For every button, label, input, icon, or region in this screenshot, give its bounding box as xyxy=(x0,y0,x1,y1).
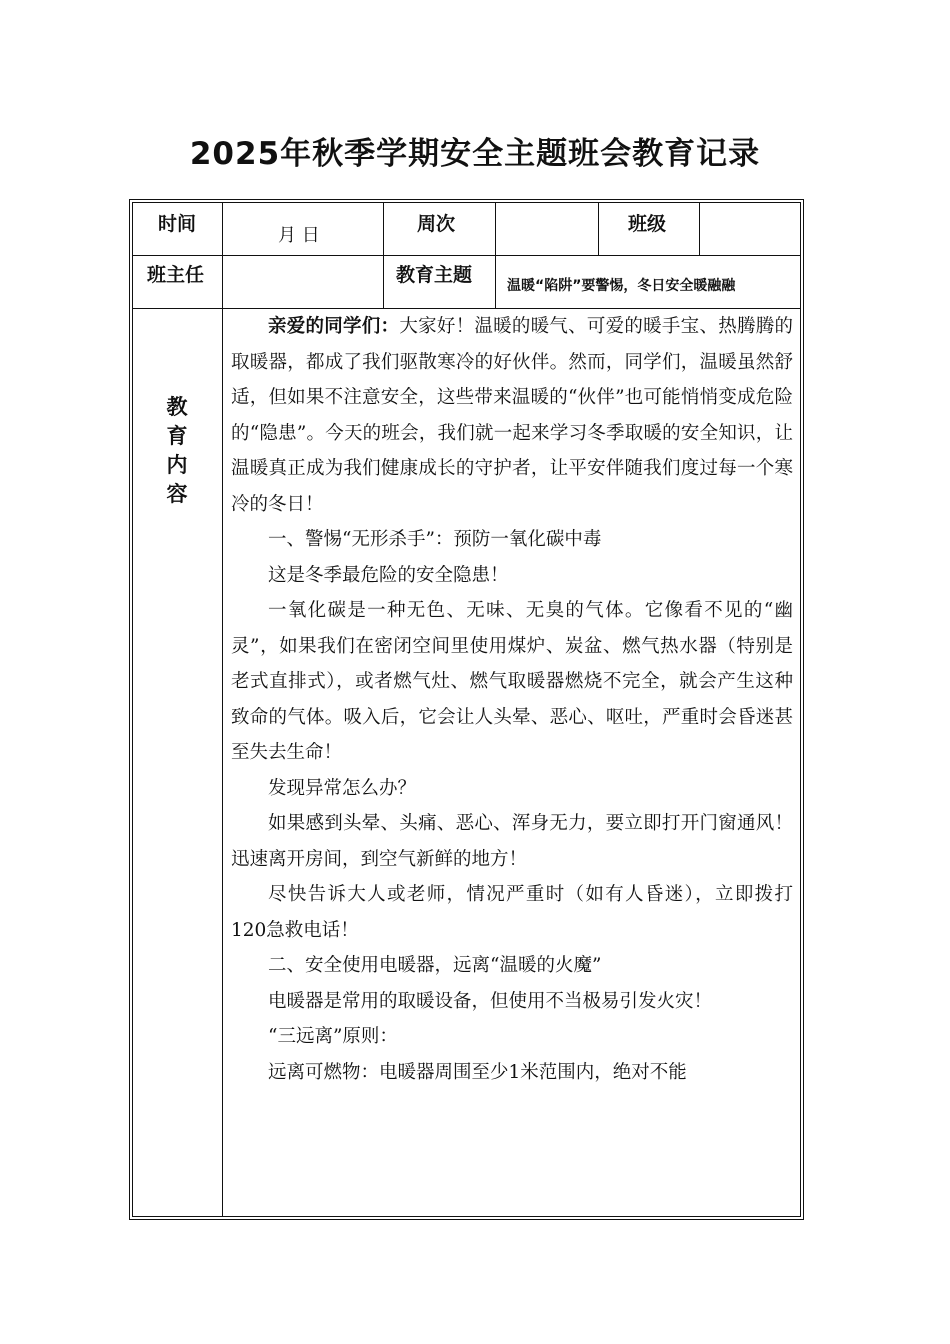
greeting: 亲爱的同学们： xyxy=(268,316,400,337)
class-label: 班级 xyxy=(628,213,667,235)
col-divider-1 xyxy=(222,203,223,1216)
content-paragraph: 一氧化碳是一种无色、无味、无臭的气体。它像看不见的“幽灵”，如果我们在密闭空间里使用煤炉、炭盆、燃气热水器（特别是老式直排式），或者燃气灶、燃气取暖器燃烧不完全，就会产生这种致命的气体。吸入后，它会让人头晕、恶心、呕吐，严重时会昏迷甚至失去生命！ xyxy=(231,600,793,763)
content-paragraph: 发现异常怎么办？ xyxy=(268,777,417,799)
page-title: 2025年秋季学期安全主题班会教育记录 xyxy=(189,136,761,172)
content-paragraph: 远离可燃物：电暖器周围至少1米范围内，绝对不能 xyxy=(268,1061,687,1083)
col-divider-2 xyxy=(383,203,384,308)
theme-value: 温暖“陷阱”要警惕，冬日安全暖融融 xyxy=(507,278,736,294)
content-paragraph: 电暖器是常用的取暖设备，但使用不当极易引发火灾！ xyxy=(268,990,713,1012)
theme-label: 教育主题 xyxy=(396,264,473,286)
time-value: 月 日 xyxy=(278,225,320,246)
col-divider-4 xyxy=(598,203,599,255)
content-paragraph: 如果感到头晕、头痛、恶心、浑身无力，要立即打开门窗通风！迅速离开房间，到空气新鲜的地方！ xyxy=(231,813,793,870)
time-label: 时间 xyxy=(158,213,197,235)
record-table xyxy=(132,202,801,1217)
col-divider-3 xyxy=(495,203,496,308)
section-heading-1: 一、警惕“无形杀手”：预防一氧化碳中毒 xyxy=(268,529,602,550)
col-divider-5 xyxy=(699,203,700,255)
content-paragraph: “三远离”原则： xyxy=(268,1026,398,1047)
teacher-label: 班主任 xyxy=(147,264,205,286)
section-heading-2: 二、安全使用电暖器，远离“温暖的火魔” xyxy=(268,955,602,976)
content-label: 教育内容 xyxy=(166,395,188,506)
content-paragraph: 尽快告诉大人或老师，情况严重时（如有人昏迷），立即拨打120急救电话！ xyxy=(231,884,793,941)
row-divider-1 xyxy=(133,255,800,256)
week-label: 周次 xyxy=(417,213,456,235)
content-paragraph-1: 亲爱的同学们：大家好！温暖的暖气、可爱的暖手宝、热腾腾的取暖器，都成了我们驱散寒冷的好伙伴。然而，同学们，温暖虽然舒适，但如果不注意安全，这些带来温暖的“伙伴”也可能悄悄变成危险的“隐患”。今天的班会，我们就一起来学习冬季取暖的安全知识，让温暖真正成为我们健康成长的守护者，让平安伴随我们度过每一个寒冷的冬日！ xyxy=(231,316,793,515)
content-paragraph: 这是冬季最危险的安全隐患！ xyxy=(268,564,509,586)
education-content xyxy=(231,309,793,1214)
